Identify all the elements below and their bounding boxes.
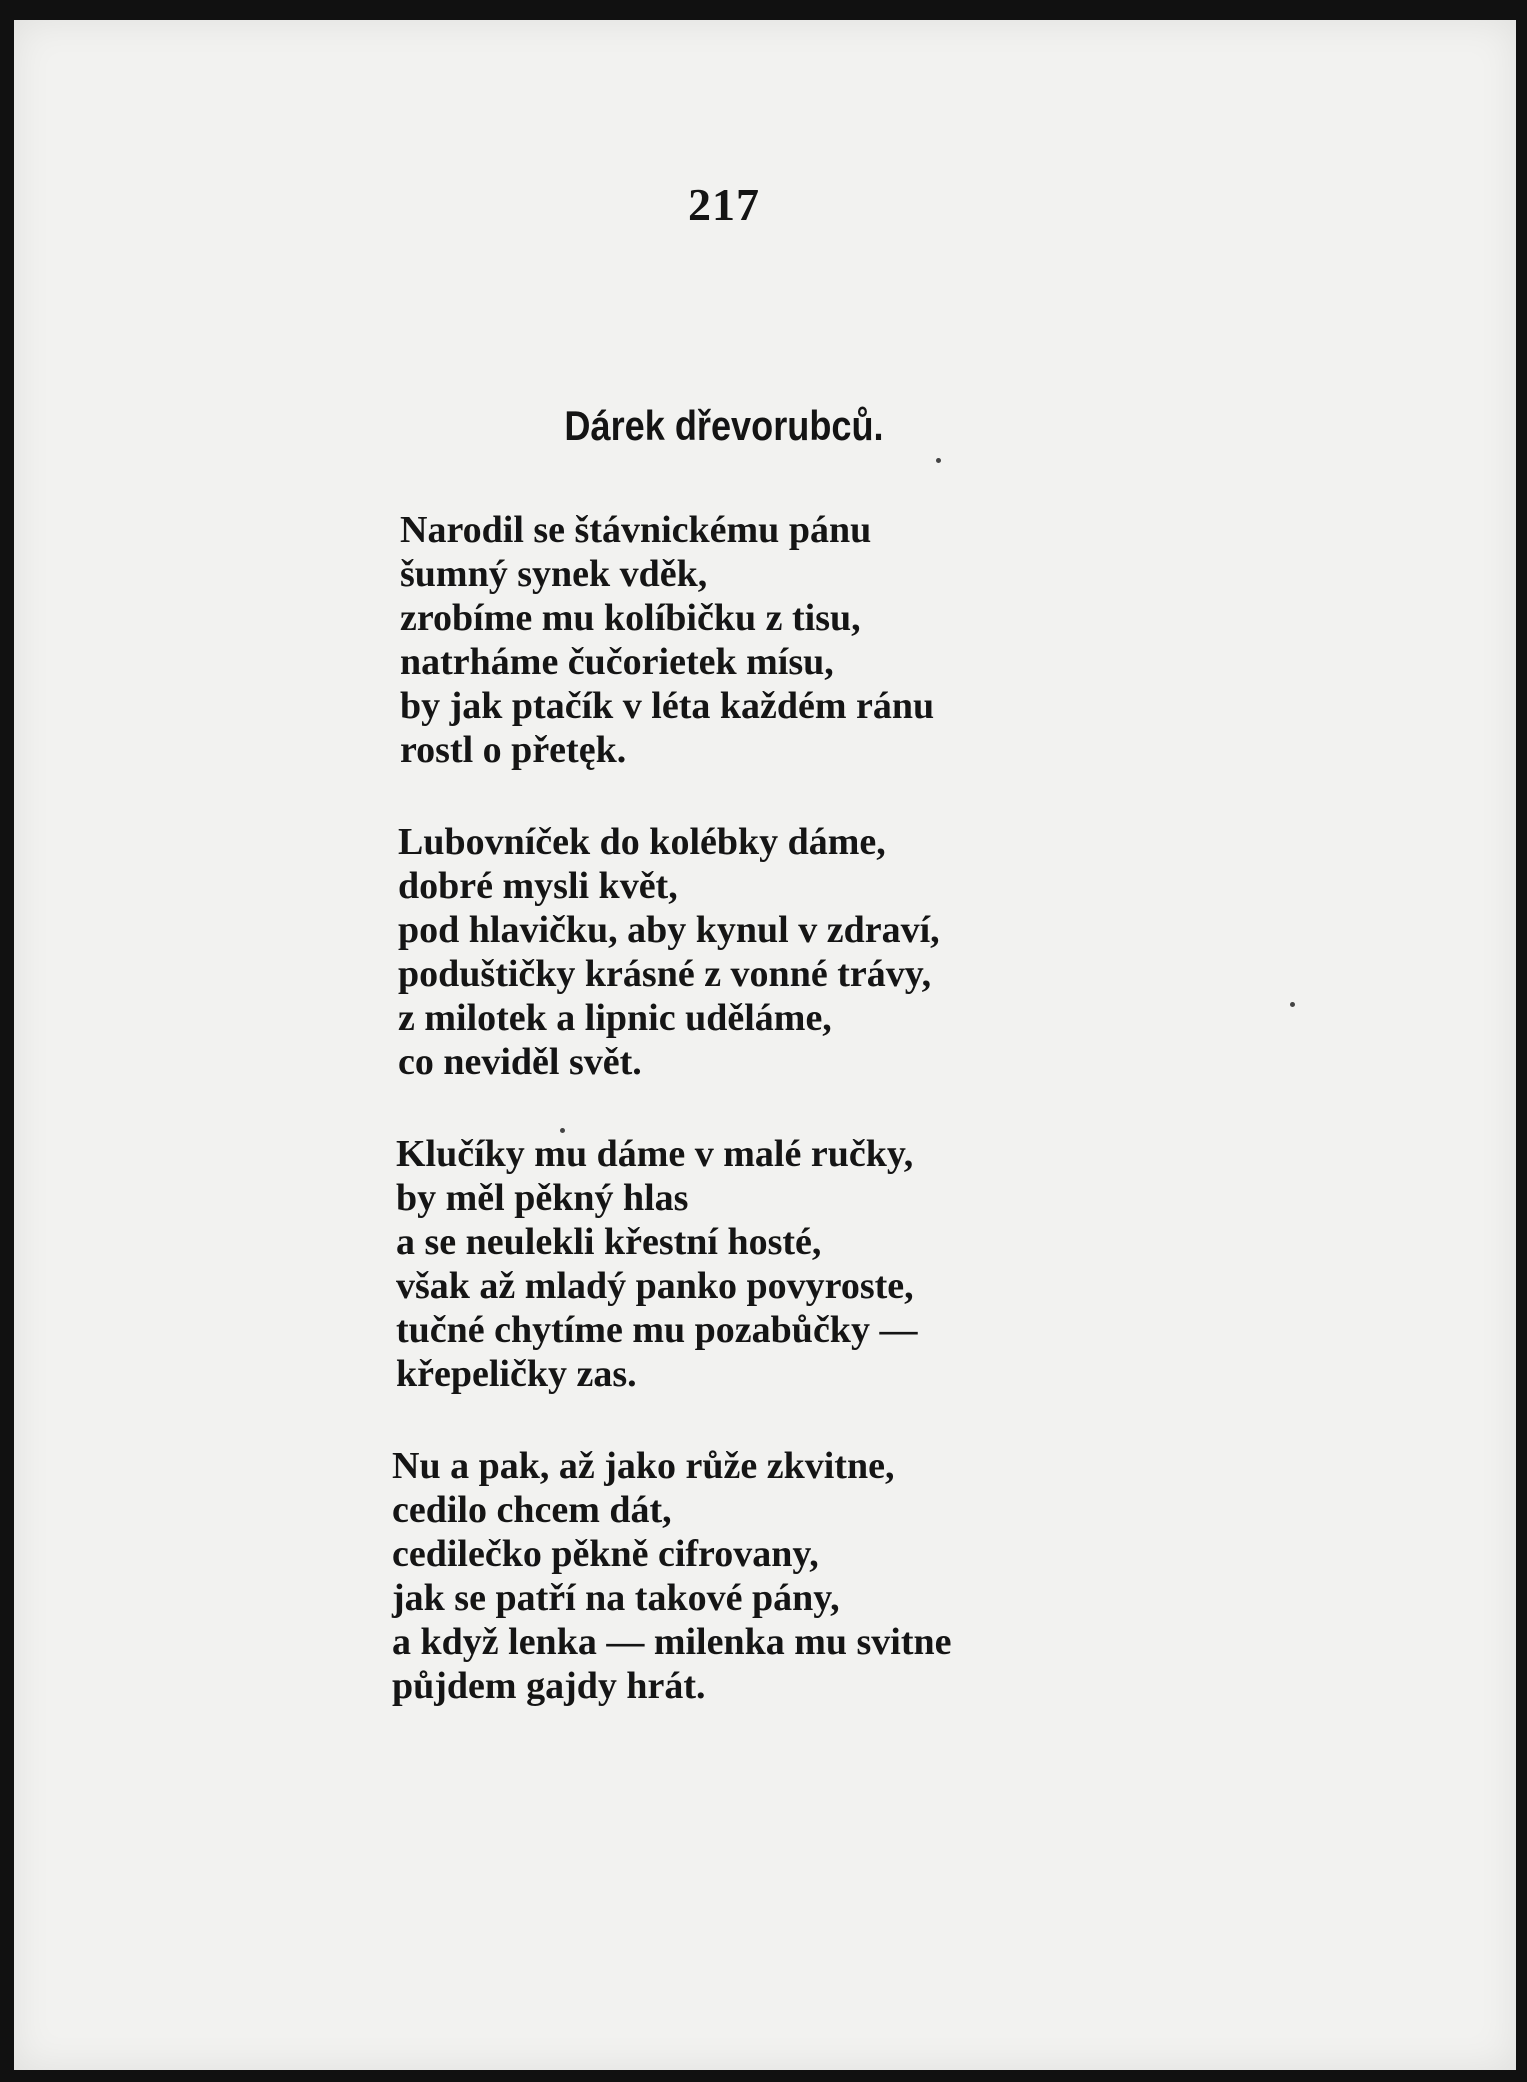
poem-line: zrobíme mu kolíbičku z tisu,: [400, 597, 861, 639]
poem-line: natrháme čučorietek mísu,: [400, 641, 834, 683]
poem-line: co neviděl svět.: [398, 1041, 642, 1083]
stanza: [396, 1132, 1084, 1396]
poem-body: [384, 508, 1084, 1756]
poem-line: cedilečko pěkně cifrovany,: [392, 1533, 819, 1575]
poem-line: by měl pěkný hlas: [396, 1177, 689, 1219]
poem-line: půjdem gajdy hrát.: [392, 1665, 706, 1707]
poem-line: však až mladý panko povyroste,: [396, 1265, 914, 1307]
poem-line: jak se patří na takové pány,: [392, 1577, 840, 1619]
poem-line: Nu a pak, až jako růže zkvitne,: [392, 1445, 895, 1487]
poem-line: Klučíky mu dáme v malé ručky,: [396, 1133, 914, 1175]
poem-line: pod hlavičku, aby kynul v zdraví,: [398, 909, 940, 951]
poem-line: a když lenka — milenka mu svitne: [392, 1621, 952, 1663]
poem-line: cedilo chcem dát,: [392, 1489, 672, 1531]
ink-speck: [936, 458, 941, 463]
poem-line: šumný synek vděk,: [400, 553, 708, 595]
page-number: 217: [688, 179, 760, 230]
poem-line: by jak ptačík v léta každém ránu: [400, 685, 935, 727]
poem-line: tučné chytíme mu pozabůčky —: [396, 1309, 918, 1351]
stanza: [392, 1444, 1084, 1708]
stanza: [400, 508, 1084, 772]
stanza: [398, 820, 1084, 1084]
poem-line: z milotek a lipnic uděláme,: [398, 997, 832, 1039]
poem-line: křepeličky zas.: [396, 1353, 637, 1395]
poem-title: Dárek dřevorubců.: [564, 402, 884, 449]
poem-line: Lubovníček do kolébky dáme,: [398, 821, 886, 863]
poem-line: poduštičky krásné z vonné trávy,: [398, 953, 932, 995]
ink-speck: [560, 1128, 565, 1133]
poem-line: a se neulekli křestní hosté,: [396, 1221, 822, 1263]
poem-line: Narodil se štávnickému pánu: [400, 509, 872, 551]
book-page: [14, 20, 1516, 2070]
ink-speck: [1290, 1002, 1295, 1007]
poem-line: rostl o přetęk.: [400, 729, 627, 771]
poem-line: dobré mysli květ,: [398, 865, 678, 907]
